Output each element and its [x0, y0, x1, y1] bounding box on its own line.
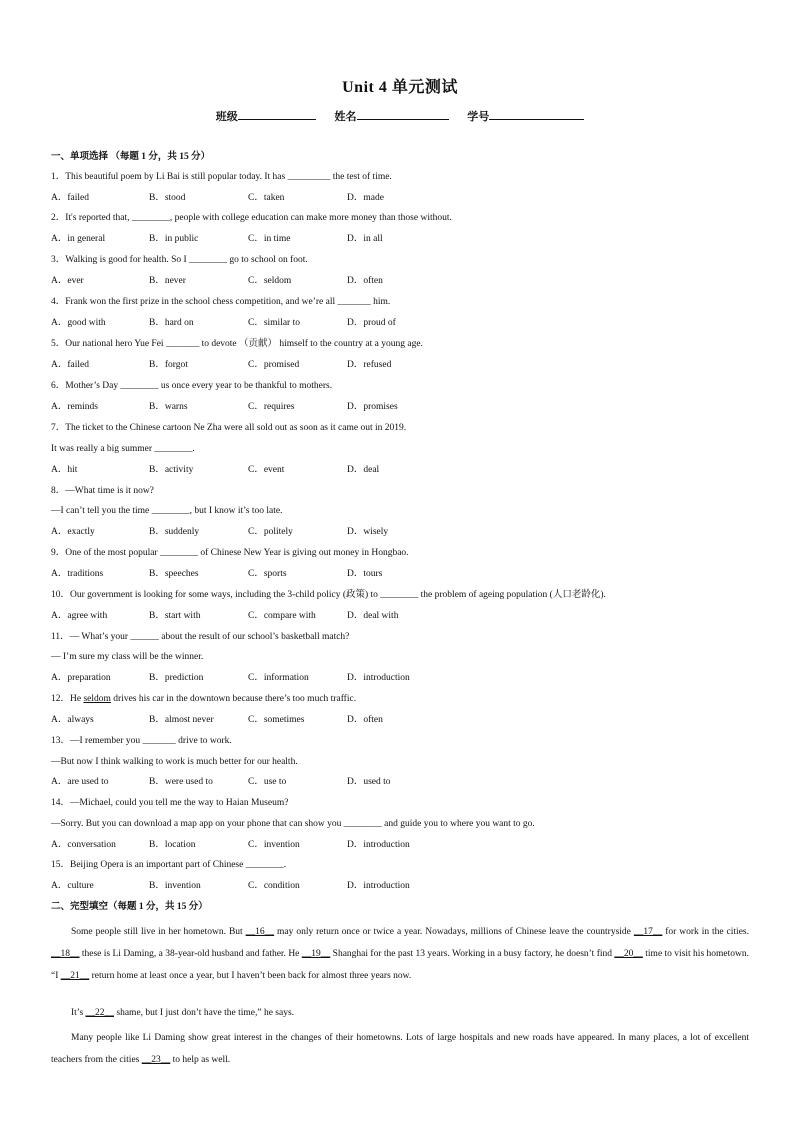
name-field [335, 111, 452, 123]
option-d: D．promises [347, 402, 398, 412]
question-1: 1．This beautiful poem by Li Bai is still popular today. It has _________ the test of time. [51, 172, 392, 182]
id-label: 学号 [467, 111, 490, 123]
option-b: B．start with [149, 611, 201, 621]
cloze-text: It’s [71, 1008, 86, 1018]
option-d: D．wisely [347, 527, 389, 537]
option-b: B．in public [149, 234, 199, 244]
option-d: D．often [347, 715, 383, 725]
option-d: D．used to [347, 777, 391, 787]
question-7: 7．The ticket to the Chinese cartoon Ne Zha were all sold out as soon as it came out in 2019. [51, 423, 407, 433]
option-d: D．made [347, 193, 384, 203]
option-b: B．were used to [149, 777, 213, 787]
blank-16: __16__ [245, 927, 275, 937]
option-d: D．refused [347, 360, 392, 370]
question-2: 2．It's reported that, ________, people with college education can make more money than those without. [51, 213, 452, 223]
option-a: A．good with [51, 318, 106, 328]
name-label: 姓名 [334, 111, 357, 123]
question-9: 9．One of the most popular ________ of Chinese New Year is giving out money in Hongbao. [51, 548, 409, 558]
question-11-continued: — I’m sure my class will be the winner. [51, 652, 204, 662]
option-b: B．stood [149, 193, 186, 203]
option-b: B．hard on [149, 318, 194, 328]
option-c: C．use to [248, 777, 287, 787]
cloze-text: Shanghai for the past 13 years. Working in a busy factory, he doesn’t find [330, 949, 615, 959]
option-c: C．politely [248, 527, 293, 537]
question-12: 12．He seldom drives his car in the downtown because there’s too much traffic. [51, 694, 357, 704]
class-field [216, 111, 319, 123]
option-b: B．never [149, 276, 186, 286]
option-a: A．are used to [51, 777, 109, 787]
option-c: C．event [248, 465, 285, 475]
option-b: B．activity [149, 465, 194, 475]
cloze-text: return home at least once a year, but I haven’t been back for almost three years now. [89, 971, 412, 981]
cloze-text: may only return once or twice a year. Nowadays, millions of Chinese leave the countryside [274, 927, 634, 937]
option-b: B．suddenly [149, 527, 200, 537]
option-a: A．hit [51, 465, 78, 475]
option-b: B．prediction [149, 673, 204, 683]
option-d: D．introduction [347, 673, 410, 683]
question-10: 10．Our government is looking for some ways, including the 3-child policy (政策) to ________ the problem of ageing population (人口老龄化). [51, 590, 606, 600]
cloze-text: time to visit his hometown. “I [51, 949, 750, 981]
option-c: C．condition [248, 881, 300, 891]
question-14-continued: —Sorry. But you can download a map app on your phone that can show you ________ and guide you to where you want to go. [51, 819, 535, 829]
option-c: C．sometimes [248, 715, 305, 725]
option-b: B．speeches [149, 569, 199, 579]
student-info-row [0, 108, 800, 124]
name-blank[interactable] [357, 108, 449, 120]
question-14: 14．—Michael, could you tell me the way to Haian Museum? [51, 798, 289, 808]
option-b: B．location [149, 840, 196, 850]
option-d: D．deal [347, 465, 380, 475]
question-5: 5．Our national hero Yue Fei _______ to devote （贡献） himself to the country at a young age. [51, 339, 423, 349]
cloze-text: Many people like Li Daming show great interest in the changes of their hometowns. Lots of large hospitals and new roads have appeared. In many places, a lot of excellent teachers from the cities [51, 1033, 749, 1065]
question-13-continued: —But now I think walking to work is much better for our health. [51, 757, 298, 767]
option-a: A．agree with [51, 611, 108, 621]
cloze-text: for work in the cities. [662, 927, 749, 937]
class-blank[interactable] [238, 108, 316, 120]
question-3: 3．Walking is good for health. So I ________ go to school on foot. [51, 255, 308, 265]
option-a: A．exactly [51, 527, 95, 537]
question-11: 11．— What’s your ______ about the result of our school’s basketball match? [51, 632, 350, 642]
option-a: A．preparation [51, 673, 111, 683]
option-d: D．in all [347, 234, 383, 244]
option-c: C．taken [248, 193, 285, 203]
option-a: A．culture [51, 881, 94, 891]
question-7-continued: It was really a big summer ________. [51, 444, 195, 454]
option-c: C．information [248, 673, 309, 683]
option-d: D．introduction [347, 840, 410, 850]
cloze-text: Some people still live in her hometown. But [71, 927, 246, 937]
option-d: D．proud of [347, 318, 396, 328]
option-b: B．invention [149, 881, 201, 891]
blank-20: __20__ [614, 949, 643, 959]
option-c: C．promised [248, 360, 300, 370]
option-c: C．similar to [248, 318, 300, 328]
option-a: A．ever [51, 276, 84, 286]
page-title: Unit 4 单元测试 [342, 79, 458, 96]
question-6: 6．Mother’s Day ________ us once every year to be thankful to mothers. [51, 381, 333, 391]
option-c: C．sports [248, 569, 287, 579]
cloze-paragraph-1 [51, 921, 749, 987]
option-c: C．invention [248, 840, 300, 850]
blank-22: __22__ [85, 1008, 115, 1018]
option-b: B．warns [149, 402, 188, 412]
section1-heading: 一、单项选择 （每题 1 分，共 15 分） [51, 152, 211, 162]
option-d: D．introduction [347, 881, 410, 891]
question-8-continued: —I can’t tell you the time ________, but I know it’s too late. [51, 506, 283, 516]
section2-heading: 二、完型填空（每题 1 分，共 15 分） [51, 902, 208, 912]
option-b: B．almost never [149, 715, 214, 725]
option-c: C．requires [248, 402, 295, 412]
blank-19: __19__ [301, 949, 331, 959]
underlined-word: seldom [83, 694, 111, 704]
option-d: D．deal with [347, 611, 399, 621]
cloze-text: shame, but I just don’t have the time,” he says. [114, 1008, 295, 1018]
question-15: 15．Beijing Opera is an important part of Chinese ________. [51, 860, 287, 870]
question-4: 4．Frank won the first prize in the school chess competition, and we’re all _______ him. [51, 297, 391, 307]
option-b: B．forgot [149, 360, 188, 370]
option-a: A．failed [51, 193, 89, 203]
option-c: C．compare with [248, 611, 316, 621]
question-13: 13．—I remember you _______ drive to work. [51, 736, 232, 746]
option-a: A．in general [51, 234, 106, 244]
option-a: A．always [51, 715, 94, 725]
option-c: C．in time [248, 234, 291, 244]
option-d: D．tours [347, 569, 383, 579]
cloze-paragraph-3 [51, 1027, 749, 1071]
cloze-text: to help as well. [170, 1055, 231, 1065]
blank-18: __18__ [51, 949, 80, 959]
option-c: C．seldom [248, 276, 292, 286]
blank-17: __17__ [633, 927, 663, 937]
option-a: A．failed [51, 360, 89, 370]
class-label: 班级 [215, 111, 238, 123]
cloze-text: these is Li Daming, a 38-year-old husband and father. He [79, 949, 302, 959]
option-a: A．traditions [51, 569, 104, 579]
id-blank[interactable] [489, 108, 584, 120]
option-d: D．often [347, 276, 383, 286]
option-a: A．conversation [51, 840, 116, 850]
option-a: A．reminds [51, 402, 98, 412]
question-8: 8．—What time is it now? [51, 486, 154, 496]
blank-23: __23__ [141, 1055, 171, 1065]
blank-21: __21__ [60, 971, 90, 981]
id-field [467, 111, 584, 123]
cloze-paragraph-2 [51, 1007, 749, 1019]
